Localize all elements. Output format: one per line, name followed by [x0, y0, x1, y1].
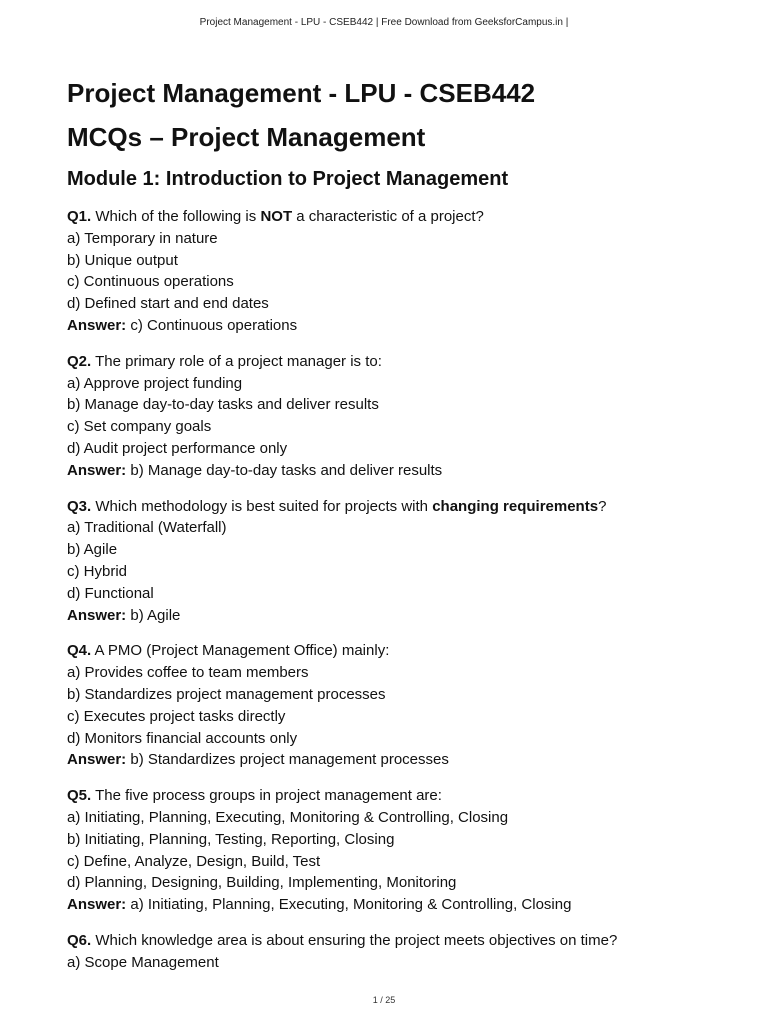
question-block: [67, 930, 727, 974]
option-c: c) Set company goals: [67, 418, 212, 436]
answer-text: a) Initiating, Planning, Executing, Monitoring & Controlling, Closing: [126, 896, 572, 914]
option-c: c) Define, Analyze, Design, Build, Test: [67, 852, 321, 870]
answer-text: b) Manage day-to-day tasks and deliver results: [126, 461, 443, 479]
option-c: c) Hybrid: [67, 562, 128, 580]
option-a: a) Temporary in nature: [67, 229, 218, 247]
answer-label: Answer:: [67, 751, 127, 769]
option-b: b) Manage day-to-day tasks and deliver results: [67, 396, 379, 414]
question-number: Q2.: [67, 352, 92, 370]
question-block: [67, 785, 727, 916]
question-text: Q3. Which methodology is best suited for projects with changing requirements?: [67, 497, 607, 515]
option-b: b) Standardizes project management processes: [67, 685, 386, 703]
option-b: b) Unique output: [67, 251, 178, 269]
answer-label: Answer:: [67, 316, 127, 334]
question-block: [67, 640, 727, 771]
option-c: c) Continuous operations: [67, 273, 234, 291]
answer-label: Answer:: [67, 461, 127, 479]
option-d: d) Defined start and end dates: [67, 295, 269, 313]
option-d: d) Audit project performance only: [67, 439, 288, 457]
question-block: [67, 206, 727, 337]
question-text: Q5. The five process groups in project management are:: [67, 787, 442, 805]
answer-label: Answer:: [67, 896, 127, 914]
emphasis: NOT: [260, 208, 293, 225]
option-a: a) Traditional (Waterfall): [67, 519, 227, 537]
document-body: [67, 78, 727, 974]
question-text: Q6. Which knowledge area is about ensuring the project meets objectives on time?: [67, 931, 618, 949]
answer-text: b) Agile: [126, 606, 181, 624]
question-block: [67, 496, 727, 627]
option-b: b) Initiating, Planning, Testing, Reporting, Closing: [67, 830, 395, 848]
answer-line: [67, 460, 727, 482]
answer-line: [67, 894, 727, 916]
answer-text: c) Continuous operations: [126, 316, 298, 334]
question-text: Q4. A PMO (Project Management Office) mainly:: [67, 642, 390, 660]
answer-line: [67, 749, 727, 771]
option-d: d) Monitors financial accounts only: [67, 729, 298, 747]
option-d: d) Planning, Designing, Building, Implementing, Monitoring: [67, 874, 457, 892]
emphasis: changing requirements: [432, 497, 599, 515]
question-number: Q5.: [67, 787, 92, 805]
option-a: a) Initiating, Planning, Executing, Monitoring & Controlling, Closing: [67, 808, 509, 826]
option-c: c) Executes project tasks directly: [67, 707, 286, 725]
option-a: a) Scope Management: [67, 953, 219, 971]
module-heading: Module 1: Introduction to Project Management: [67, 168, 509, 190]
document-title: Project Management - LPU - CSEB442: [67, 78, 536, 108]
option-b: b) Agile: [67, 541, 118, 559]
question-number: Q3.: [67, 497, 92, 515]
page-number: 1 / 25: [372, 995, 396, 1005]
question-text: Q1. Which of the following is NOT a characteristic of a project?: [67, 208, 484, 225]
option-a: a) Approve project funding: [67, 374, 243, 392]
question-block: [67, 351, 727, 482]
section-title: MCQs – Project Management: [67, 122, 426, 152]
option-d: d) Functional: [67, 584, 154, 602]
running-header: Project Management - LPU - CSEB442 | Free Download from GeeksforCampus.in |: [199, 17, 569, 28]
question-number: Q6.: [67, 931, 92, 949]
answer-text: b) Standardizes project management processes: [126, 751, 449, 769]
answer-line: [67, 315, 727, 337]
answer-label: Answer:: [67, 606, 127, 624]
question-text: Q2. The primary role of a project manager is to:: [67, 352, 382, 370]
answer-line: [67, 605, 727, 627]
option-a: a) Provides coffee to team members: [67, 664, 309, 682]
question-number: Q1.: [67, 208, 92, 225]
question-number: Q4.: [67, 642, 92, 660]
